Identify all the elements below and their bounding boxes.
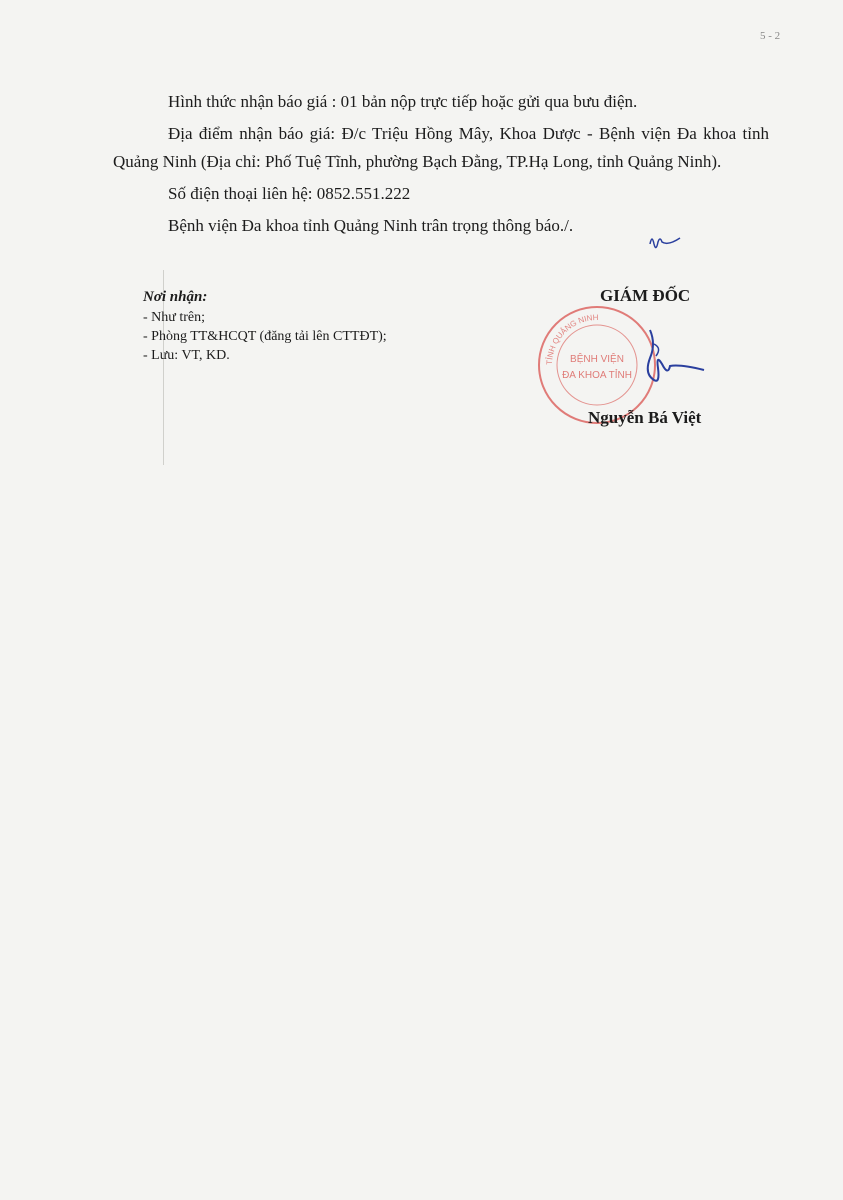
handwritten-signature-icon <box>620 324 710 394</box>
recipient-item: - Phòng TT&HCQT (đăng tải lên CTTĐT); <box>143 329 387 344</box>
stamp-line-1: BỆNH VIỆN <box>570 354 624 365</box>
signer-name: Nguyễn Bá Việt <box>588 408 702 427</box>
signature-block <box>530 282 750 442</box>
paragraph-submission-location: Địa điểm nhận báo giá: Đ/c Triệu Hồng Mây, Khoa Dược - Bệnh viện Đa khoa tỉnh Quảng Ninh (Địa chỉ: Phố Tuệ Tĩnh, phường Bạch Đằng, TP.Hạ Long, tỉnh Quảng Ninh). <box>113 124 769 171</box>
signer-title: GIÁM ĐỐC <box>600 286 691 305</box>
paragraph-contact-phone: Số điện thoại liên hệ: 0852.551.222 <box>168 184 411 203</box>
paragraph-closing: Bệnh viện Đa khoa tỉnh Quảng Ninh trân trọng thông báo./. <box>168 216 574 235</box>
recipients-title: Nơi nhận: <box>143 289 208 305</box>
corner-page-mark: 5 - 2 <box>760 30 781 42</box>
notice-body <box>113 88 769 244</box>
initial-mark-icon <box>646 230 682 256</box>
recipient-item: - Như trên; <box>143 310 206 325</box>
stamp-line-2: ĐA KHOA TỈNH <box>562 370 632 381</box>
recipients-list <box>143 288 387 365</box>
paragraph-submission-method: Hình thức nhận báo giá : 01 bản nộp trực tiếp hoặc gửi qua bưu điện. <box>168 92 638 111</box>
recipient-item: - Lưu: VT, KD. <box>143 348 230 363</box>
stamp-ring-text: TỈNH QUẢNG NINH <box>544 312 599 366</box>
